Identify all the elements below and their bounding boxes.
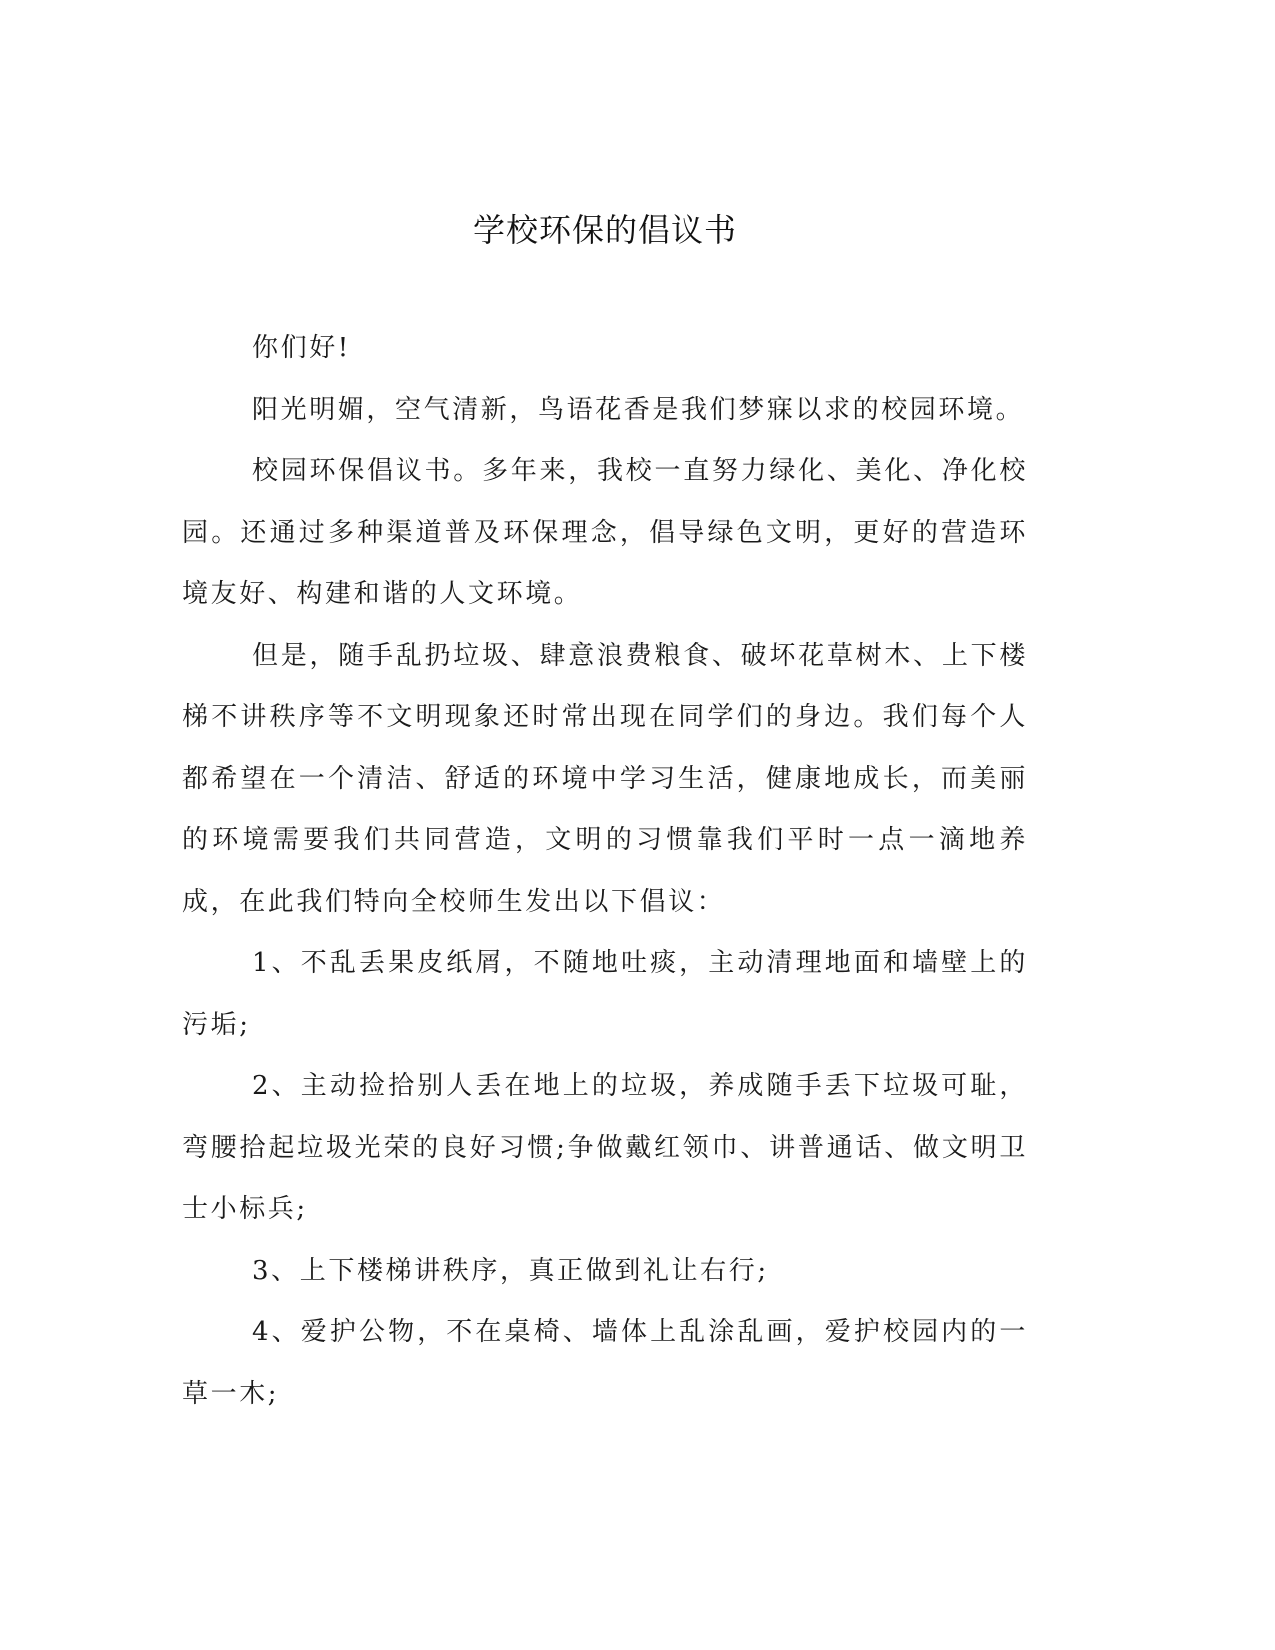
document-title: 学校环保的倡议书 [472, 211, 737, 249]
paragraph-problems: 但是，随手乱扔垃圾、肆意浪费粮食、破坏花草树木、上下楼梯不讲秩序等不文明现象还时常出现在同学们的身边。我们每个人都希望在一个清洁、舒适的环境中学习生活，健康地成长，而美丽的环境需要我们共同营造，文明的习惯靠我们平时一点一滴地养成，在此我们特向全校师生发出以下倡议： [182, 640, 1028, 917]
document-body [182, 318, 1028, 1425]
proposal-item-3: 3、上下楼梯讲秩序，真正做到礼让右行; [252, 1255, 769, 1286]
proposal-item-2: 2、主动捡拾别人丢在地上的垃圾，养成随手丢下垃圾可耻，弯腰拾起垃圾光荣的良好习惯;争做戴红领巾、讲普通话、做文明卫士小标兵; [182, 1071, 1028, 1224]
paragraph-intro: 阳光明媚，空气清新，鸟语花香是我们梦寐以求的校园环境。 [252, 394, 1025, 425]
paragraph-school-efforts: 校园环保倡议书。多年来，我校一直努力绿化、美化、净化校园。还通过多种渠道普及环保理念，倡导绿色文明，更好的营造环境友好、构建和谐的人文环境。 [182, 456, 1028, 609]
proposal-item-4: 4、爱护公物，不在桌椅、墙体上乱涂乱画，爱护校园内的一草一木; [182, 1317, 1028, 1409]
proposal-item-1: 1、不乱丢果皮纸屑，不随地吐痰，主动清理地面和墙壁上的污垢; [182, 948, 1028, 1040]
greeting: 你们好! [252, 333, 351, 363]
